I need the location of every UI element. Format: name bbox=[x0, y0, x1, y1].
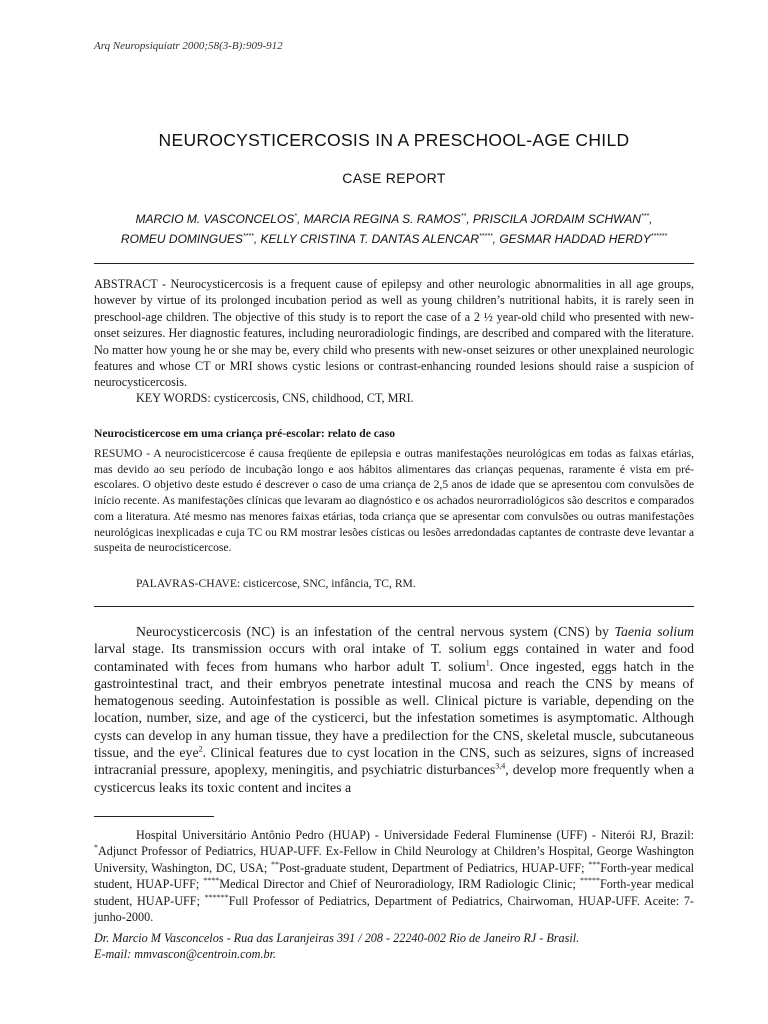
top-divider bbox=[94, 263, 694, 264]
author-list bbox=[94, 208, 694, 248]
footnote-divider bbox=[94, 816, 214, 817]
footnote-mark: ****** bbox=[204, 892, 229, 902]
author-separator: , bbox=[649, 212, 653, 226]
resumo-title: Neurocisticercose em uma criança pré-escolar: relato de caso bbox=[94, 427, 396, 440]
author-name: PRISCILA JORDAIM SCHWAN bbox=[472, 212, 641, 226]
affiliation-footnote bbox=[94, 827, 694, 925]
correspondence-address bbox=[94, 930, 694, 963]
author-separator: , bbox=[296, 212, 304, 226]
body-text-run: Neurocysticercosis (NC) is an infestation of the central nervous system (CNS) by bbox=[136, 624, 615, 639]
footnote-mark: *** bbox=[588, 859, 601, 869]
body-text-run: . Clinical features due to cyst location in the CNS, such as seizures, signs of increased intracranial pressure, apoplexy, meningitis, and psychiatric disturbances bbox=[94, 745, 694, 778]
footnote-mark: ** bbox=[271, 859, 280, 869]
article-title: NEUROCYSTICERCOSIS IN A PRESCHOOL-AGE CHILD bbox=[158, 130, 630, 150]
author-mark: ** bbox=[460, 213, 467, 220]
footnote-run: Adjunct Professor of Pediatrics, HUAP-UFF. Ex-Fellow in Child Neurology at Children’s Hospital, George Washington University, Washington, DC, USA; bbox=[94, 844, 694, 875]
bottom-divider bbox=[94, 606, 694, 607]
author-mark: * bbox=[294, 213, 297, 220]
author-name: MARCIA REGINA S. RAMOS bbox=[303, 212, 461, 226]
author-mark: **** bbox=[242, 233, 254, 240]
abstract-text: ABSTRACT - Neurocysticercosis is a frequent cause of epilepsy and other neurologic abnormalities in all age groups, however by virtue of its prolonged incubation period as well as young children’s nutritional habits, it is rarely seen in preschool-age children. The objective of this study is to report the case of a 2 ½ year-old child who presented with new-onset seizures. Her diagnostic features, including neuroradiologic findings, are described and compared with the literature. No matter how young he or she may be, every child who presents with new-onset seizures or other unexplained neurologic features and whose CT or MRI shows cystic lesions or contrast-enhancing rounded lesions should raise a suspicion of neurocysticercosis. bbox=[94, 277, 694, 390]
resumo-keywords: PALAVRAS-CHAVE: cisticercose, SNC, infância, TC, RM. bbox=[136, 577, 416, 590]
footnote-run: Post-graduate student, Department of Pediatrics, HUAP-UFF; bbox=[279, 860, 589, 875]
reference-mark: 3,4 bbox=[495, 761, 506, 771]
author-separator: , bbox=[492, 232, 500, 246]
author-mark: ***** bbox=[479, 233, 493, 240]
address-line: Dr. Marcio M Vasconcelos - Rua das Laranjeiras 391 / 208 - 22240-002 Rio de Janeiro RJ - Brasil. bbox=[94, 931, 580, 945]
author-name: GESMAR HADDAD HERDY bbox=[499, 232, 651, 246]
footnote-paragraph bbox=[94, 827, 694, 925]
author-line-1 bbox=[94, 208, 694, 228]
species-name: Taenia solium bbox=[614, 624, 694, 639]
abstract-keywords: KEY WORDS: cysticercosis, CNS, childhood, CT, MRI. bbox=[136, 391, 414, 405]
author-name: KELLY CRISTINA T. DANTAS ALENCAR bbox=[260, 232, 480, 246]
body-text-run: . Once ingested, eggs hatch in the gastrointestinal tract, and their embryos penetrate intestinal mucosa and reach the CNS by means of hematogenous seeding. Autoinfestation is possible as well. Clinical picture is variable, depending on the location, number, size, and age of the cysticerci, but the infestation sometimes is asymptomatic. Although cysts can develop in any human tissue, they have a predilection for the CNS, skeletal muscle, subcutaneous tissue, and the eye bbox=[94, 658, 694, 761]
author-name: ROMEU DOMINGUES bbox=[120, 232, 243, 246]
resumo-text: RESUMO - A neurocisticercose é causa freqüente de epilepsia e outras manifestações neurológicas em todas as faixas etárias, mas devido ao seu período de incubação longo e aos hábitos alimentares das crianças pequenas, raramente é vista em pré-escolares. O objetivo deste estudo é descrever o caso de uma criança de 2,5 anos de idade que se apresentou com convulsões de início recente. As manifestações clínicas que levaram ao diagnóstico e os achados neurorradiológicos são descritos e comparados com a literatura. Até mesmo nas menores faixas etárias, toda criança que se apresentar com convulsões ou outras manifestações neurológicas inexplicadas e cuja TC ou RM mostrar lesões císticas ou lesões arredondadas captantes de contraste deve levantar a suspeita de neurocisticercose. bbox=[94, 447, 694, 555]
footnote-run: Hospital Universitário Antônio Pedro (HUAP) - Universidade Federal Fluminense (UFF) - Niterói RJ, Brazil: bbox=[136, 828, 694, 842]
footnote-mark: * bbox=[94, 843, 98, 853]
footnote-mark: **** bbox=[203, 876, 220, 886]
footnote-run: Medical Director and Chief of Neuroradiology, IRM Radiologic Clinic; bbox=[219, 877, 580, 892]
journal-citation: Arq Neuropsiquiatr 2000;58(3-B):909-912 bbox=[94, 40, 283, 52]
footnote-mark: ***** bbox=[579, 876, 600, 886]
resumo-section bbox=[94, 446, 694, 556]
body-text bbox=[94, 623, 694, 796]
author-separator: , bbox=[253, 232, 261, 246]
footnote-run: Forth-year medical student, HUAP-UFF; bbox=[94, 860, 694, 892]
footnote-run: Full Professor of Pediatrics, Department of Pediatrics, Chairwoman, HUAP-UFF. Aceite: 7-junho-2000. bbox=[94, 893, 694, 925]
body-text-run: , develop more frequently when a cysticercus leaks its toxic content and incites a bbox=[94, 762, 694, 795]
abstract-section bbox=[94, 276, 694, 391]
author-separator: , bbox=[466, 212, 473, 226]
body-text-run: larval stage. Its transmission occurs with oral intake of T. solium eggs contained in water and food contaminated with feces from humans who harbor adult T. solium bbox=[94, 641, 694, 674]
author-mark: ****** bbox=[650, 233, 668, 240]
email-line: E-mail: mmvascon@centroin.com.br. bbox=[94, 947, 277, 962]
footnote-run: Forth-year medical student, HUAP-UFF; bbox=[94, 877, 695, 908]
author-mark: *** bbox=[640, 213, 650, 220]
reference-mark: 1 bbox=[485, 658, 490, 667]
author-name: MARCIO M. VASCONCELOS bbox=[135, 212, 295, 226]
reference-mark: 2 bbox=[198, 744, 203, 754]
article-subtitle: CASE REPORT bbox=[342, 170, 446, 186]
author-line-2 bbox=[94, 228, 694, 248]
body-paragraph bbox=[94, 623, 694, 796]
